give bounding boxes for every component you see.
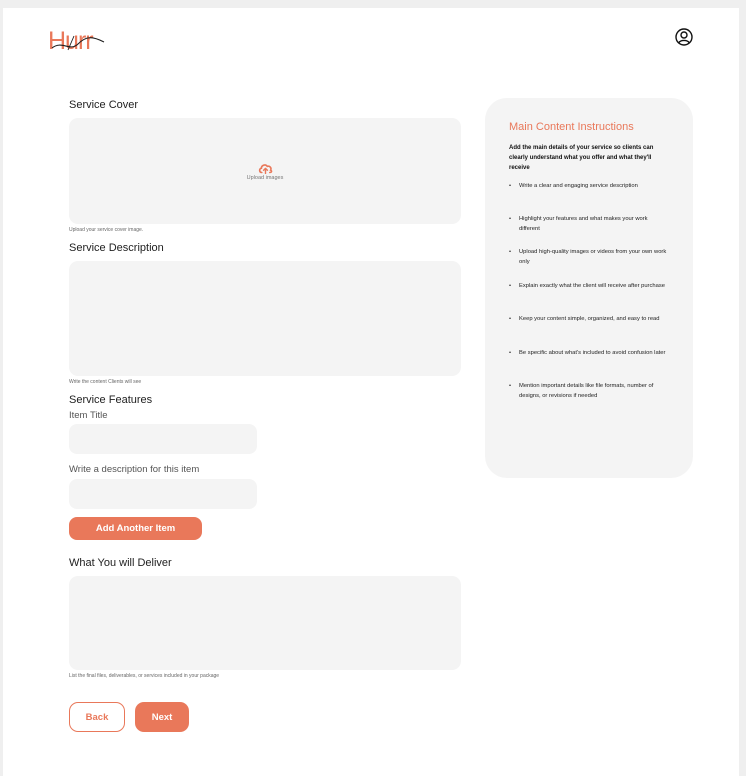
instruction-tip: • Mention important details like file formats, number of designs, or revisions if needed bbox=[509, 381, 669, 401]
service-cover-label: Service Cover bbox=[69, 99, 139, 111]
instruction-tip-text: Be specific about what's included to avoid confusion later bbox=[519, 350, 666, 356]
deliver-hint: List the final files, deliverables, or services included in your package bbox=[69, 673, 220, 679]
instruction-tip: • Explain exactly what the client will receive after purchase bbox=[509, 283, 665, 289]
add-another-item-button[interactable]: Add Another Item bbox=[69, 517, 202, 540]
item-title-input[interactable] bbox=[69, 424, 257, 454]
service-description-textarea[interactable] bbox=[69, 261, 461, 376]
user-circle-icon bbox=[674, 27, 694, 47]
instruction-tip: • Write a clear and engaging service description bbox=[509, 183, 638, 189]
logo-swoosh-icon bbox=[48, 26, 108, 58]
service-description-label: Service Description bbox=[69, 242, 164, 254]
item-description-input[interactable] bbox=[69, 479, 257, 509]
description-hint: Write the content Clients will see bbox=[69, 379, 142, 385]
next-button[interactable]: Next bbox=[135, 702, 189, 732]
cover-upload-dropzone[interactable] bbox=[69, 118, 461, 224]
brand-logo[interactable] bbox=[48, 26, 108, 58]
instruction-tip-text: Explain exactly what the client will receive after purchase bbox=[519, 283, 665, 289]
instruction-tip: • Highlight your features and what makes your work different bbox=[509, 214, 669, 234]
instruction-tip-text: Keep your content simple, organized, and easy to read bbox=[519, 316, 660, 322]
instructions-panel bbox=[485, 98, 693, 478]
instructions-intro: Add the main details of your service so clients can clearly understand what you offer and what they'll receive bbox=[509, 145, 654, 171]
instruction-tip-text: Upload high-quality images or videos from your own work only bbox=[519, 249, 667, 265]
profile-button[interactable] bbox=[674, 27, 694, 47]
item-description-label: Write a description for this item bbox=[69, 464, 200, 475]
deliver-label: What You will Deliver bbox=[69, 557, 172, 569]
instruction-tip: • Keep your content simple, organized, and easy to read bbox=[509, 316, 660, 322]
logo-text: Hurr bbox=[48, 27, 93, 55]
instructions-title: Main Content Instructions bbox=[509, 121, 634, 133]
cloud-upload-icon bbox=[258, 162, 273, 174]
instruction-tip-text: Write a clear and engaging service description bbox=[519, 183, 638, 189]
instruction-tip-text: Highlight your features and what makes your work different bbox=[519, 216, 648, 232]
instruction-tip: • Be specific about what's included to avoid confusion later bbox=[509, 350, 666, 356]
deliver-textarea[interactable] bbox=[69, 576, 461, 670]
cover-hint: Upload your service cover image. bbox=[69, 227, 144, 233]
upload-images-label: Upload images bbox=[246, 174, 284, 181]
back-button[interactable]: Back bbox=[69, 702, 125, 732]
page bbox=[3, 8, 739, 776]
instruction-tip: • Upload high-quality images or videos from your own work only bbox=[509, 247, 669, 267]
instruction-tip-text: Mention important details like file formats, number of designs, or revisions if needed bbox=[519, 383, 654, 399]
item-title-label: Item Title bbox=[69, 410, 108, 421]
service-features-label: Service Features bbox=[69, 394, 153, 406]
